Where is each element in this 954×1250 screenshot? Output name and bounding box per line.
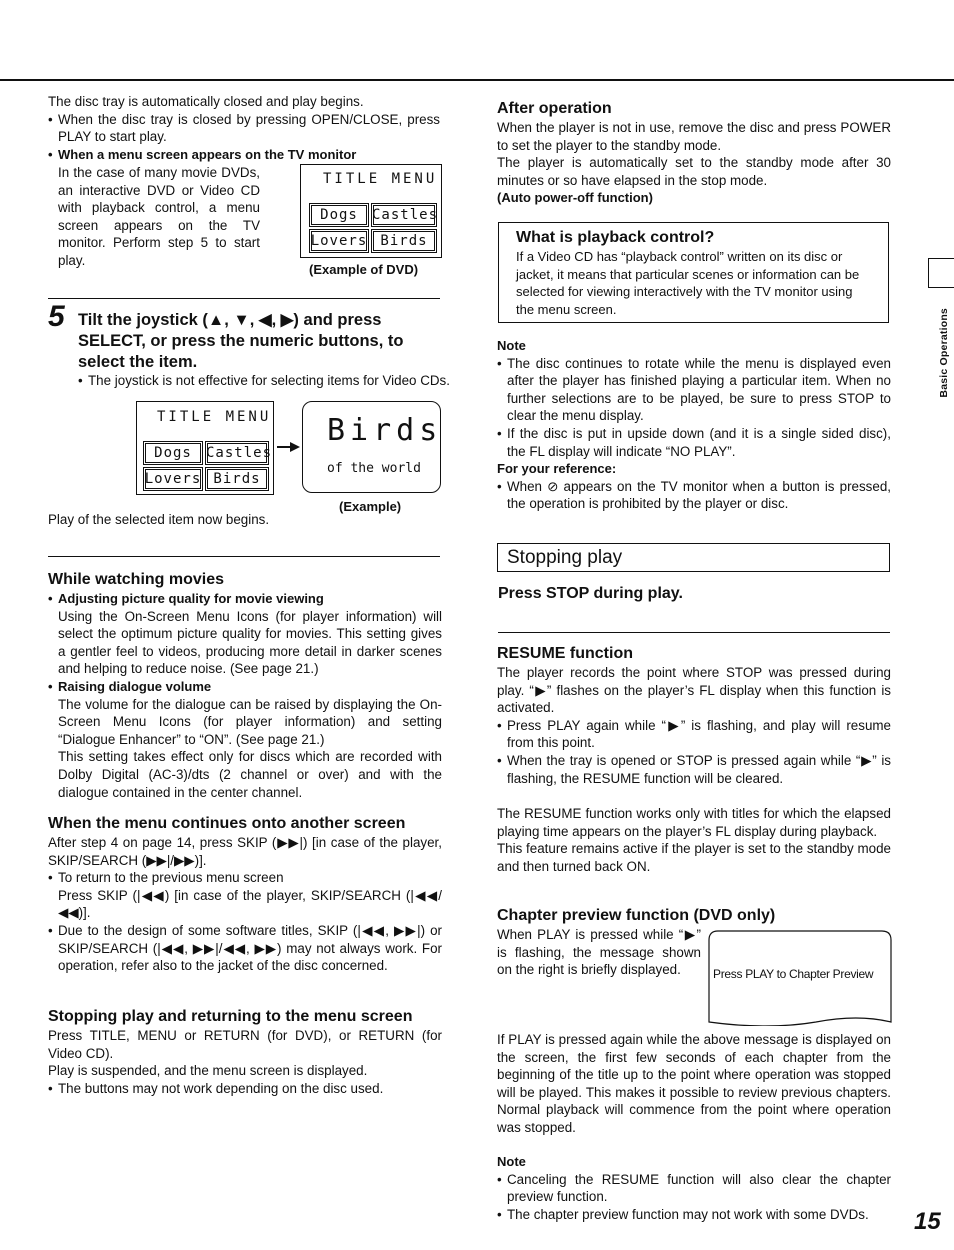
intro-block (48, 93, 440, 163)
after-operation-section (497, 99, 891, 207)
watching-sub-1: • Adjusting picture quality for movie viewing (48, 590, 442, 608)
resume-text-2: The RESUME function works only with titles for which the elapsed playing time appears on the player’s FL display during playback. (497, 806, 891, 839)
continues-section (48, 814, 442, 975)
chapter-text-1: When PLAY is pressed while “▶” is flashing, the message shown on the right is briefly displayed. (497, 927, 701, 978)
screen-title: Birds (327, 413, 443, 448)
after-text-1: When the player is not in use, remove the disc and press POWER to set the player to the standby mode. (497, 120, 891, 153)
resume-text-1: The player records the point where STOP was pressed during play. “▶” flashes on the player’s FL display when this function is activated. (497, 665, 891, 716)
intro-line: The disc tray is automatically closed and play begins. (48, 94, 364, 109)
menu-heading: • When a menu screen appears on the TV monitor (48, 146, 440, 164)
chapter-message: Press PLAY to Chapter Preview (713, 967, 874, 981)
stopping-menu-heading: Stopping play and returning to the menu screen (48, 1008, 413, 1025)
watching-text-3: This setting takes effect only for discs which are recorded with Dolby Digital (AC-3)/dts (2 channel or over) and with the dialogue contained in the center channel. (58, 749, 442, 800)
stopping-menu-text-1: Press TITLE, MENU or RETURN (for DVD), or RETURN (for Video CD). (48, 1028, 442, 1061)
play-begins: Play of the selected item now begins. (48, 512, 270, 527)
continues-text-2: Press SKIP (|◀◀) [in case of the player, SKIP/SEARCH (|◀◀/◀◀)]. (58, 887, 442, 921)
chapter-preview-screen (708, 930, 892, 1026)
top-rule (0, 79, 954, 81)
side-tab (928, 258, 954, 408)
menu-item-castles: Castles (371, 203, 437, 227)
stopping-menu-section (48, 1007, 442, 1097)
menu-title-2: TITLE MENU (157, 409, 272, 425)
menu-item-birds-2: Birds (205, 467, 269, 491)
chapter-text-2: If PLAY is pressed again while the above message is displayed on the screen, the first few seconds of each chapter from the beginning of the title up to the point where operation was stopped will be played. This makes it possible to review previous chapters. Normal playback will commence from the point where operation was stopped. (497, 1032, 891, 1135)
menu-screen-text: In the case of many movie DVDs, an interactive DVD or Video CD with playback control, a menu screen appears on the TV monitor. Perform step 5 to start play. (58, 165, 260, 268)
stopping-heading: Stopping play (507, 547, 623, 568)
continues-bullet-2: • Due to the design of some software titles, SKIP (|◀◀, ▶▶|) or SKIP/SEARCH (|◀◀, ▶▶|/◀◀, ▶▶) may not always work. For operation, refer also to the jacket of the disc concerned. (48, 922, 442, 975)
title-menu-example-2 (136, 401, 274, 495)
joystick-note: • The joystick is not effective for selecting items for Video CDs. (78, 372, 452, 390)
menu-item-lovers-2: Lovers (143, 467, 203, 491)
screen-subtitle: of the world (327, 461, 421, 476)
example-caption: (Example) (339, 499, 402, 514)
note2-bullet-1: • Canceling the RESUME function will also clear the chapter preview function. (497, 1171, 891, 1206)
section-rule-3 (498, 632, 890, 633)
note-bullet-1: • The disc continues to rotate while the menu is displayed even after the player has finished playing a particular item. When no further selections are to be played, be sure to press STOP to clear the menu display. (497, 355, 891, 425)
watching-sub-2: • Raising dialogue volume (48, 678, 442, 696)
menu-item-birds: Birds (371, 229, 437, 253)
watching-heading: While watching movies (48, 571, 225, 588)
watching-text-2: The volume for the dialogue can be raised by displaying the On-Screen Menu Icons (for player information) and setting “Dialogue Enhancer” to “ON”. (See page 21.) (58, 696, 442, 747)
chapter-heading: Chapter preview function (DVD only) (497, 907, 776, 924)
note-heading: Note (497, 338, 526, 353)
step-heading: Tilt the joystick (▲, ▼, ◀, ▶) and press SELECT, or press the numeric buttons, to select the item. (78, 311, 404, 371)
stopping-menu-text-2: Play is suspended, and the menu screen is displayed. (48, 1063, 368, 1079)
watching-text-1: Using the On-Screen Menu Icons (for player information) will select the optimum picture quality for movies. This setting gives a gentler feel to videos, producing more detail in darker scenes and helping to reduce noise. (See page 21.) (58, 608, 442, 677)
note2-heading: Note (497, 1154, 526, 1169)
resume-bullet-2: • When the tray is opened or STOP is pressed again while “▶” is flashing, the RESUME function will be cleared. (497, 752, 891, 787)
reference-heading: For your reference: (497, 461, 617, 477)
resume-bullet-1: • Press PLAY again while “▶” is flashing, and play will resume from this point. (497, 717, 891, 752)
side-tab-label: Basic Operations (938, 308, 951, 398)
tab-marker (928, 258, 954, 288)
stop-instruction: Press STOP during play. (498, 585, 683, 602)
note2-bullet-2: • The chapter preview function may not work with some DVDs. (497, 1206, 891, 1224)
section-rule (48, 298, 440, 299)
note-bullet-2: • If the disc is put in upside down (and it is a single sided disc), the FL display will indicate “NO PLAY”. (497, 425, 891, 460)
menu-item-dogs-2: Dogs (143, 441, 203, 465)
after-text-2: The player is automatically set to the standby mode after 30 minutes or so have elapsed in the stop mode. (497, 155, 891, 188)
continues-text-1: After step 4 on page 14, press SKIP (▶▶|) [in case of the player, SKIP/SEARCH (▶▶|/▶▶)]. (48, 835, 442, 868)
page-number: 15 (914, 1208, 941, 1235)
menu-caption: (Example of DVD) (309, 262, 419, 277)
reference-bullet: • When ⊘ appears on the TV monitor when a button is pressed, the operation is prohibited by the player or disc. (497, 478, 891, 513)
pbc-text: If a Video CD has “playback control” written on its disc or jacket, it means that particular scenes or information can be selected for viewing interactively with the TV monitor using the menu screen. (516, 249, 860, 317)
note-section (497, 337, 891, 513)
playback-control-box (498, 222, 889, 323)
menu-item-lovers: Lovers (309, 229, 369, 253)
section-rule-2 (48, 556, 440, 557)
pbc-heading: What is playback control? (516, 229, 715, 246)
continues-heading: When the menu continues onto another screen (48, 815, 406, 832)
selected-screen (302, 401, 441, 493)
arrow-right-icon (276, 440, 302, 454)
resume-text-3: This feature remains active if the player is set to the standby mode and then turned back ON. (497, 841, 891, 874)
note2-section (497, 1153, 891, 1223)
menu-item-dogs: Dogs (309, 203, 369, 227)
title-menu-example (300, 164, 442, 258)
stopping-play-box (497, 543, 890, 572)
stopping-menu-bullet: • The buttons may not work depending on the disc used. (48, 1080, 442, 1098)
resume-section (497, 644, 891, 876)
watching-section (48, 570, 442, 801)
after-heading: After operation (497, 100, 612, 117)
continues-bullet-1: • To return to the previous menu screen (48, 869, 442, 887)
step-number: 5 (48, 300, 65, 333)
after-text-3: (Auto power-off function) (497, 190, 653, 206)
intro-bullet: • When the disc tray is closed by pressing OPEN/CLOSE, press PLAY to start play. (48, 111, 440, 146)
menu-item-castles-2: Castles (205, 441, 269, 465)
menu-title: TITLE MENU (323, 171, 438, 187)
resume-heading: RESUME function (497, 645, 633, 662)
